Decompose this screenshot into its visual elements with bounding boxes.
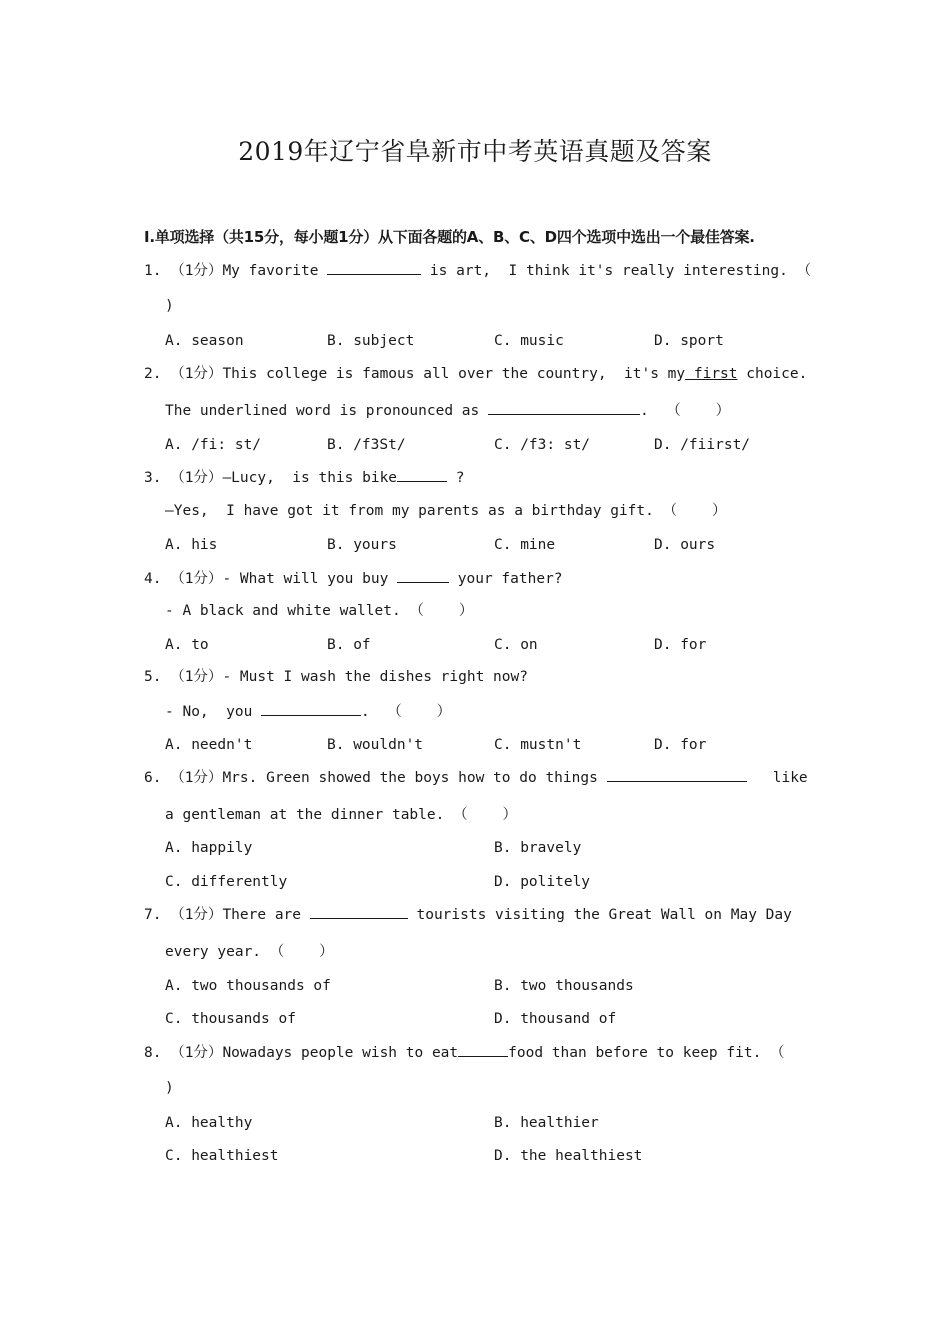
- question-2-option-d[interactable]: D. /fiirst/: [654, 437, 751, 453]
- section-heading: I.单项选择（共15分，每小题1分）从下面各题的A、B、C、D四个选项中选出一个最佳答案.: [144, 228, 755, 246]
- question-number: 2.: [144, 366, 162, 382]
- question-7-option-c[interactable]: C. thousands of: [165, 1011, 296, 1027]
- page-title: 2019年辽宁省阜新市中考英语真题及答案: [238, 137, 712, 166]
- question-number: 7.: [144, 907, 162, 923]
- question-score: （1分）: [170, 470, 223, 486]
- question-5-line-1: 5. （1分）- Must I wash the dishes right now?: [144, 669, 528, 685]
- question-3-option-d[interactable]: D. ours: [654, 537, 716, 553]
- question-7-option-a[interactable]: A. two thousands of: [165, 978, 331, 994]
- question-4-option-c[interactable]: C. on: [494, 637, 538, 653]
- question-6-option-c[interactable]: C. differently: [165, 874, 288, 890]
- question-8-option-b[interactable]: B. healthier: [494, 1115, 599, 1131]
- question-8-option-c[interactable]: C. healthiest: [165, 1148, 279, 1164]
- question-score: （1分）: [170, 669, 223, 685]
- answer-blank: [397, 467, 447, 482]
- question-7-option-d[interactable]: D. thousand of: [494, 1011, 617, 1027]
- question-2-line-1: 2. （1分）This college is famous all over the country, it's my first choice.: [144, 366, 808, 382]
- question-number: 5.: [144, 669, 162, 685]
- question-3-option-a[interactable]: A. his: [165, 537, 218, 553]
- question-6-option-a[interactable]: A. happily: [165, 840, 253, 856]
- question-8-line-1: 8. （1分）Nowadays people wish to eat food than before to keep fit. （: [144, 1042, 785, 1063]
- question-3-option-c[interactable]: C. mine: [494, 537, 556, 553]
- question-5-option-b[interactable]: B. wouldn't: [327, 737, 424, 753]
- question-score: （1分）: [170, 1045, 223, 1061]
- question-1-line-2: ): [165, 298, 174, 314]
- question-score: （1分）: [170, 263, 223, 279]
- answer-blank: [397, 568, 449, 583]
- question-6-option-b[interactable]: B. bravely: [494, 840, 582, 856]
- question-7-option-b[interactable]: B. two thousands: [494, 978, 634, 994]
- question-8-line-2: ): [165, 1080, 174, 1096]
- question-1-line-1: 1. （1分）My favorite is art, I think it's really interesting. （: [144, 260, 811, 281]
- question-6-line-2: a gentleman at the dinner table. （ ）: [165, 807, 518, 823]
- question-3-option-b[interactable]: B. yours: [327, 537, 397, 553]
- question-5-line-2: - No, you . （ ）: [165, 701, 451, 722]
- question-6-line-1: 6. （1分）Mrs. Green showed the boys how to do things like: [144, 767, 808, 788]
- question-3-line-2: —Yes, I have got it from my parents as a birthday gift. （ ）: [165, 503, 727, 519]
- question-7-line-2: every year. （ ）: [165, 944, 334, 960]
- question-2-option-b[interactable]: B. /f3St/: [327, 437, 406, 453]
- underlined-word: first: [685, 366, 738, 382]
- question-score: （1分）: [170, 366, 223, 382]
- question-6-option-d[interactable]: D. politely: [494, 874, 591, 890]
- question-2-option-c[interactable]: C. /f3: st/: [494, 437, 591, 453]
- question-2-option-a[interactable]: A. /fi: st/: [165, 437, 262, 453]
- question-4-option-b[interactable]: B. of: [327, 637, 371, 653]
- question-3-line-1: 3. （1分）—Lucy, is this bike ?: [144, 467, 465, 488]
- answer-blank: [327, 260, 421, 275]
- question-1-option-d[interactable]: D. sport: [654, 333, 724, 349]
- answer-blank: [607, 767, 747, 782]
- question-8-option-a[interactable]: A. healthy: [165, 1115, 253, 1131]
- answer-blank: [261, 701, 361, 716]
- answer-blank: [458, 1042, 508, 1057]
- question-8-option-d[interactable]: D. the healthiest: [494, 1148, 643, 1164]
- question-2-line-2: The underlined word is pronounced as . （ ）: [165, 400, 730, 421]
- question-score: （1分）: [170, 770, 223, 786]
- question-number: 4.: [144, 571, 162, 587]
- question-1-option-c[interactable]: C. music: [494, 333, 564, 349]
- question-number: 3.: [144, 470, 162, 486]
- question-4-option-a[interactable]: A. to: [165, 637, 209, 653]
- question-1-option-a[interactable]: A. season: [165, 333, 244, 349]
- question-7-line-1: 7. （1分）There are tourists visiting the Great Wall on May Day: [144, 904, 792, 925]
- question-score: （1分）: [170, 571, 223, 587]
- question-5-option-a[interactable]: A. needn't: [165, 737, 253, 753]
- question-score: （1分）: [170, 907, 223, 923]
- question-4-option-d[interactable]: D. for: [654, 637, 707, 653]
- answer-blank: [488, 400, 640, 415]
- question-number: 1.: [144, 263, 162, 279]
- question-number: 8.: [144, 1045, 162, 1061]
- question-5-option-d[interactable]: D. for: [654, 737, 707, 753]
- answer-blank: [310, 904, 408, 919]
- question-5-option-c[interactable]: C. mustn't: [494, 737, 582, 753]
- question-number: 6.: [144, 770, 162, 786]
- question-4-line-1: 4. （1分）- What will you buy your father?: [144, 568, 563, 589]
- question-1-option-b[interactable]: B. subject: [327, 333, 415, 349]
- question-4-line-2: - A black and white wallet. （ ）: [165, 603, 474, 619]
